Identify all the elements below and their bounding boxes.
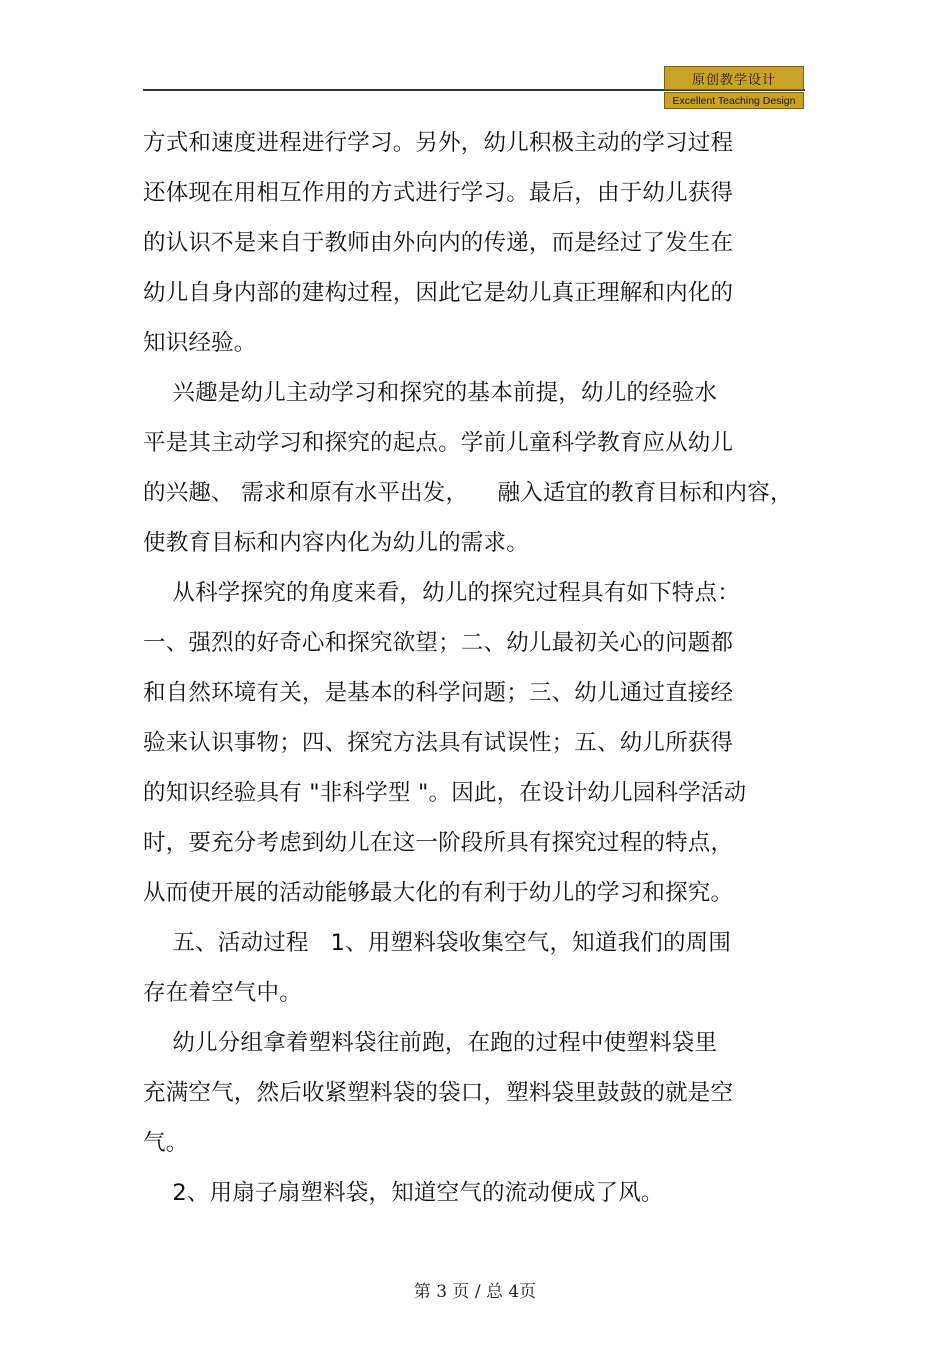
text-line: 方式和速度进程进行学习。另外，幼儿积极主动的学习过程 bbox=[143, 130, 734, 156]
text-line: 平是其主动学习和探究的起点。学前儿童科学教育应从幼儿 bbox=[143, 430, 734, 456]
text-line: 从而使开展的活动能够最大化的有利于幼儿的学习和探究。 bbox=[143, 880, 734, 906]
text-line: 还体现在用相互作用的方式进行学习。最后，由于幼儿获得 bbox=[143, 180, 734, 206]
text-line: 气。 bbox=[143, 1130, 189, 1156]
text-line: 使教育目标和内容内化为幼儿的需求。 bbox=[143, 530, 529, 556]
document-body bbox=[143, 118, 793, 1218]
text-line: 的知识经验具有 "非科学型 "。因此，在设计幼儿园科学活动 bbox=[143, 780, 747, 806]
text-line: 知识经验。 bbox=[143, 330, 257, 356]
text-line: 验来认识事物；四、探究方法具有试误性；五、幼儿所获得 bbox=[143, 730, 734, 756]
text-line: 一、强烈的好奇心和探究欲望；二、幼儿最初关心的问题都 bbox=[143, 630, 734, 656]
text-line: 2、用扇子扇塑料袋，知道空气的流动便成了风。 bbox=[143, 1180, 664, 1206]
text-line: 充满空气，然后收紧塑料袋的袋口，塑料袋里鼓鼓的就是空 bbox=[143, 1080, 734, 1106]
text-line: 五、活动过程 1、用塑料袋收集空气，知道我们的周围 bbox=[143, 930, 732, 956]
text-line: 和自然环境有关，是基本的科学问题；三、幼儿通过直接经 bbox=[143, 680, 734, 706]
text-line: 幼儿自身内部的建构过程，因此它是幼儿真正理解和内化的 bbox=[143, 280, 734, 306]
text-line: 幼儿分组拿着塑料袋往前跑，在跑的过程中使塑料袋里 bbox=[143, 1030, 718, 1056]
badge-title-en: Excellent Teaching Design bbox=[664, 92, 804, 109]
text-line: 存在着空气中。 bbox=[143, 980, 302, 1006]
text-line: 的兴趣、 需求和原有水平出发， 融入适宜的教育目标和内容， bbox=[143, 480, 793, 506]
text-line: 从科学探究的角度来看，幼儿的探究过程具有如下特点： bbox=[143, 580, 740, 606]
header-badge bbox=[664, 66, 804, 109]
badge-title-cn: 原创教学设计 bbox=[664, 66, 804, 90]
page-number: 第 3 页 / 总 4页 bbox=[413, 1282, 537, 1302]
text-line: 兴趣是幼儿主动学习和探究的基本前提，幼儿的经验水 bbox=[143, 380, 718, 406]
text-line: 时，要充分考虑到幼儿在这一阶段所具有探究过程的特点， bbox=[143, 830, 734, 856]
text-line: 的认识不是来自于教师由外向内的传递，而是经过了发生在 bbox=[143, 230, 734, 256]
